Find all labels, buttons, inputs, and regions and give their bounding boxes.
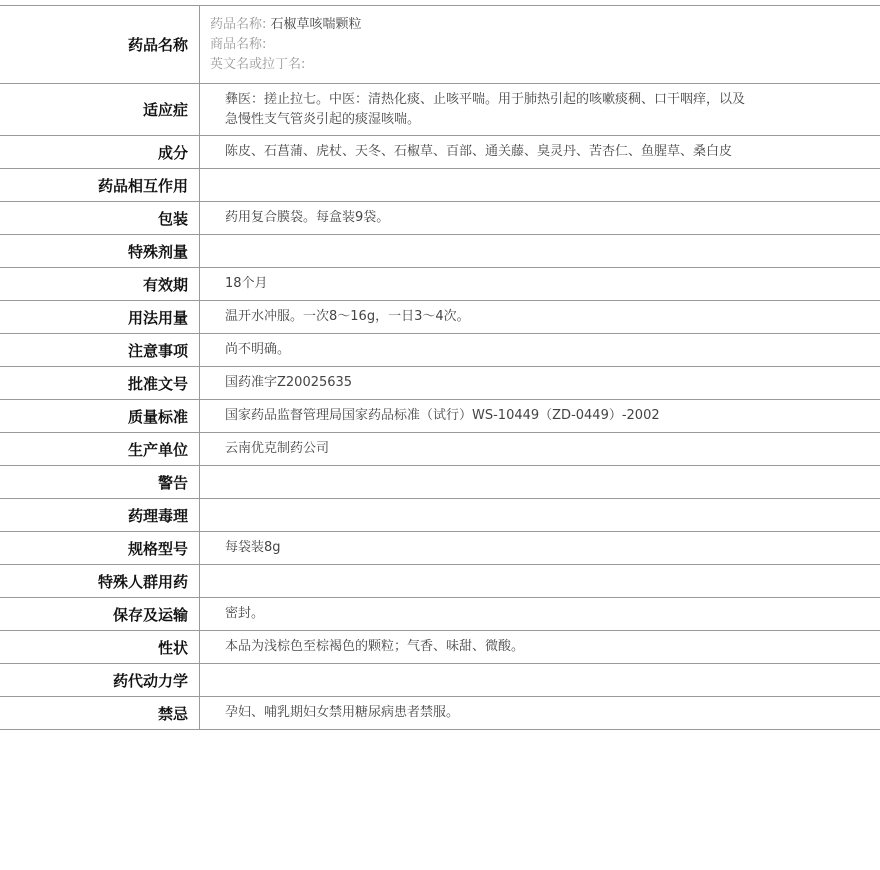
english-name-line [210, 55, 880, 75]
row-label: 生产单位 [0, 433, 200, 465]
row-label: 药理毒理 [0, 499, 200, 531]
row-value [200, 202, 880, 234]
row-value [200, 466, 880, 498]
row-label: 有效期 [0, 268, 200, 300]
row-value [200, 631, 880, 663]
value-line: 彝医：搓止拉七。中医：清热化痰、止咳平喘。用于肺热引起的咳嗽痰稠、口干咽痒，以及 [225, 91, 746, 107]
row-value [200, 334, 880, 366]
row-value [200, 532, 880, 564]
table-row [0, 268, 880, 301]
table-row [0, 697, 880, 730]
value-line: 国家药品监督管理局国家药品标准（试行）WS-10449（ZD-0449）-2002 [225, 408, 660, 423]
table-row [0, 466, 880, 499]
row-value [200, 367, 880, 399]
generic-name-line [210, 15, 880, 35]
table-row [0, 499, 880, 532]
row-value [200, 136, 880, 168]
value-line: 急慢性支气管炎引起的痰湿咳喘。 [225, 111, 421, 127]
generic-name-value: 石椒草咳喘颗粒 [270, 16, 362, 32]
drug-info-table [0, 5, 880, 730]
row-value [200, 697, 880, 729]
value-line: 18个月 [225, 276, 268, 291]
row-label: 包装 [0, 202, 200, 234]
table-row [0, 565, 880, 598]
english-name-label: 英文名或拉丁名: [210, 56, 306, 72]
row-value [200, 301, 880, 333]
table-row [0, 631, 880, 664]
trade-name-line [210, 35, 880, 55]
row-value [200, 499, 880, 531]
row-value [200, 400, 880, 432]
row-drug-names [0, 6, 880, 84]
row-value [200, 565, 880, 597]
table-row [0, 334, 880, 367]
generic-name-label: 药品名称: [210, 16, 267, 32]
value-line: 陈皮、石菖蒲、虎杖、天冬、石椒草、百部、通关藤、臭灵丹、苦杏仁、鱼腥草、桑白皮 [225, 144, 733, 159]
table-row [0, 664, 880, 697]
table-row [0, 598, 880, 631]
row-value [200, 84, 880, 135]
value-line: 本品为浅棕色至棕褐色的颗粒；气香、味甜、微酸。 [225, 639, 525, 654]
row-label: 规格型号 [0, 532, 200, 564]
row-value [200, 433, 880, 465]
table-row [0, 84, 880, 136]
row-value [200, 235, 880, 267]
table-row [0, 301, 880, 334]
row-label: 批准文号 [0, 367, 200, 399]
row-label: 禁忌 [0, 697, 200, 729]
row-label: 用法用量 [0, 301, 200, 333]
row-label: 质量标准 [0, 400, 200, 432]
row-label: 药品相互作用 [0, 169, 200, 201]
table-row [0, 202, 880, 235]
table-row [0, 433, 880, 466]
table-row [0, 235, 880, 268]
row-label: 性状 [0, 631, 200, 663]
row-label: 注意事项 [0, 334, 200, 366]
value-line: 孕妇、哺乳期妇女禁用糖尿病患者禁服。 [225, 705, 460, 720]
table-row [0, 367, 880, 400]
table-row [0, 400, 880, 433]
row-label: 成分 [0, 136, 200, 168]
value-line: 每袋装8g [225, 540, 281, 555]
row-value [200, 268, 880, 300]
row-label: 药品名称 [0, 6, 200, 83]
value-line: 云南优克制药公司 [225, 441, 330, 456]
row-value [200, 6, 880, 83]
row-label: 药代动力学 [0, 664, 200, 696]
value-line: 国药准字Z20025635 [225, 375, 353, 390]
table-row [0, 136, 880, 169]
row-value [200, 169, 880, 201]
value-line: 密封。 [225, 606, 265, 621]
table-row [0, 532, 880, 565]
row-label: 特殊人群用药 [0, 565, 200, 597]
trade-name-label: 商品名称: [210, 36, 267, 52]
row-value [200, 664, 880, 696]
row-label: 特殊剂量 [0, 235, 200, 267]
value-line: 温开水冲服。一次8～16g，一日3～4次。 [225, 309, 470, 324]
row-label: 警告 [0, 466, 200, 498]
value-line: 药用复合膜袋。每盒装9袋。 [225, 210, 390, 225]
value-line: 尚不明确。 [225, 342, 291, 357]
row-label: 保存及运输 [0, 598, 200, 630]
row-label: 适应症 [0, 84, 200, 135]
row-value [200, 598, 880, 630]
table-row [0, 169, 880, 202]
